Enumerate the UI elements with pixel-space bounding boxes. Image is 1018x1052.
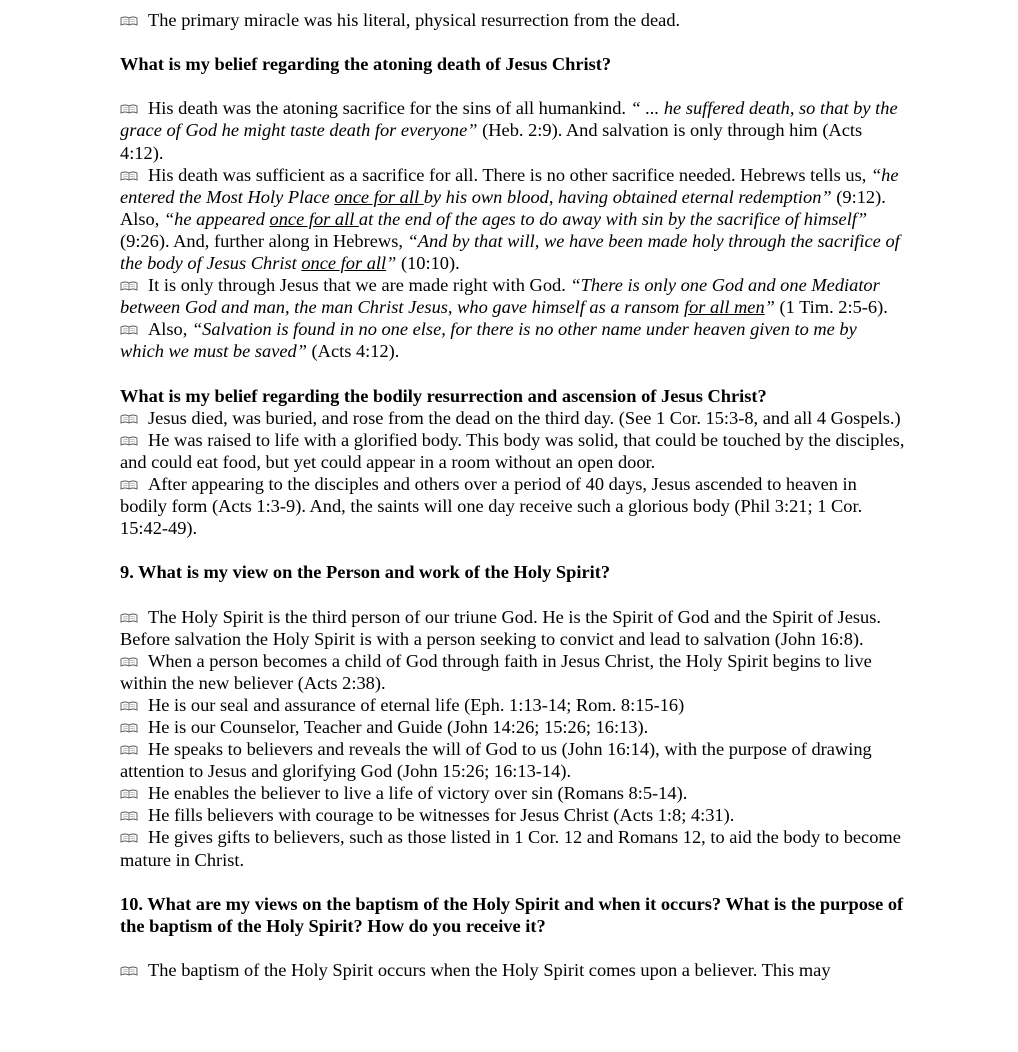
bullet-paragraph: It is only through Jesus that we are made right with God. “There is only one God and one Mediator between God and man, the man Christ Jesus, who gave himself as a ransom for all men” (1 Tim. 2:5-6). [120,275,888,318]
bullet-paragraph: He is our seal and assurance of eternal life (Eph. 1:13-14; Rom. 8:15-16) [120,694,905,716]
open-book-icon [120,832,138,844]
open-book-icon [120,324,138,336]
scripture-quote: “And by that will, we have been made holy through the sacrifice of the body of Jesus Christ once for all” [120,230,900,274]
scripture-quote: “There is only one God and one Mediator between God and man, the man Christ Jesus, who gave himself as a ransom for all men” [120,275,880,318]
bullet-paragraph: His death was sufficient as a sacrifice for all. There is no other sacrifice needed. Hebrews tells us, “he entered the Most Holy Place once for all by his own blood, having obtained eternal redemption” (9:12). Also, “he appeared once for all at the end of the ages to do away with sin by the sacrifice of himself” (9:26). And, further along in Hebrews, “And by that will, we have been made holy through the sacrifice of the body of Jesus Christ once for all” (10:10). [120,164,900,274]
open-book-icon [120,435,138,447]
section-heading: What is my belief regarding the atoning death of Jesus Christ? [120,54,612,75]
bullet-paragraph: Jesus died, was buried, and rose from the dead on the third day. (See 1 Cor. 15:3-8, and all 4 Gospels.) [120,407,905,429]
scripture-quote: “he appeared once for all at the end of the ages to do away with sin by the sacrifice of himself” [163,208,868,229]
bullet-paragraph: He was raised to life with a glorified body. This body was solid, that could be touched by the disciples, and could eat food, but yet could appear in a room without an open door. [120,429,905,472]
bullet-paragraph: The baptism of the Holy Spirit occurs when the Holy Spirit comes upon a believer. This may [120,959,905,981]
bullet-paragraph: He enables the believer to live a life of victory over sin (Romans 8:5-14). [120,782,905,804]
bullet-paragraph: Also, “Salvation is found in no one else, for there is no other name under heaven given to me by which we must be saved” (Acts 4:12). [120,319,857,362]
open-book-icon [120,413,138,425]
bullet-paragraph: He gives gifts to believers, such as those listed in 1 Cor. 12 and Romans 12, to aid the body to become mature in Christ. [120,827,901,870]
section-heading: What is my belief regarding the bodily resurrection and ascension of Jesus Christ? [120,385,767,406]
open-book-icon [120,965,138,977]
bullet-paragraph: He speaks to believers and reveals the will of God to us (John 16:14), with the purpose of drawing attention to Jesus and glorifying God (John 15:26; 16:13-14). [120,739,872,782]
scripture-quote: “Salvation is found in no one else, for there is no other name under heaven given to me by which we must be saved” [120,319,857,362]
open-book-icon [120,479,138,491]
bullet-paragraph: His death was the atoning sacrifice for the sins of all humankind. “ ... he suffered death, so that by the grace of God he might taste death for everyone” (Heb. 2:9). And salvation is only through him (Acts 4:12). [120,98,898,163]
bullet-paragraph: The Holy Spirit is the third person of our triune God. He is the Spirit of God and the Spirit of Jesus. Before salvation the Holy Spirit is with a person seeking to convict and lead to salvation (John 16:8). [120,606,881,649]
open-book-icon [120,103,138,115]
bullet-paragraph: After appearing to the disciples and others over a period of 40 days, Jesus ascended to heaven in bodily form (Acts 1:3-9). And, the saints will one day receive such a glorious body (Phil 3:21; 1 Cor. 15:42-49). [120,473,863,539]
open-book-icon [120,700,138,712]
open-book-icon [120,788,138,800]
open-book-icon [120,612,138,624]
section-heading: 9. What is my view on the Person and work of the Holy Spirit? [120,562,611,583]
paragraph-text: The primary miracle was his literal, physical resurrection from the dead. [148,10,681,30]
open-book-icon [120,656,138,668]
open-book-icon [120,722,138,734]
open-book-icon [120,15,138,27]
scripture-quote: “he entered the Most Holy Place once for all by his own blood, having obtained eternal redemption” [120,164,899,207]
bullet-paragraph: When a person becomes a child of God through faith in Jesus Christ, the Holy Spirit begins to live within the new believer (Acts 2:38). [120,650,872,693]
open-book-icon [120,170,138,182]
bullet-paragraph: He fills believers with courage to be witnesses for Jesus Christ (Acts 1:8; 4:31). [120,804,905,826]
open-book-icon [120,280,138,292]
open-book-icon [120,810,138,822]
bullet-paragraph: He is our Counselor, Teacher and Guide (John 14:26; 15:26; 16:13). [120,716,905,738]
document-page [120,9,905,981]
open-book-icon [120,744,138,756]
scripture-quote: “ ... he suffered death, so that by the grace of God he might taste death for everyone” [120,98,898,141]
bullet-paragraph [120,9,905,31]
section-heading: 10. What are my views on the baptism of the Holy Spirit and when it occurs? What is the purpose of the baptism of the Holy Spirit? How do you receive it? [120,893,904,936]
